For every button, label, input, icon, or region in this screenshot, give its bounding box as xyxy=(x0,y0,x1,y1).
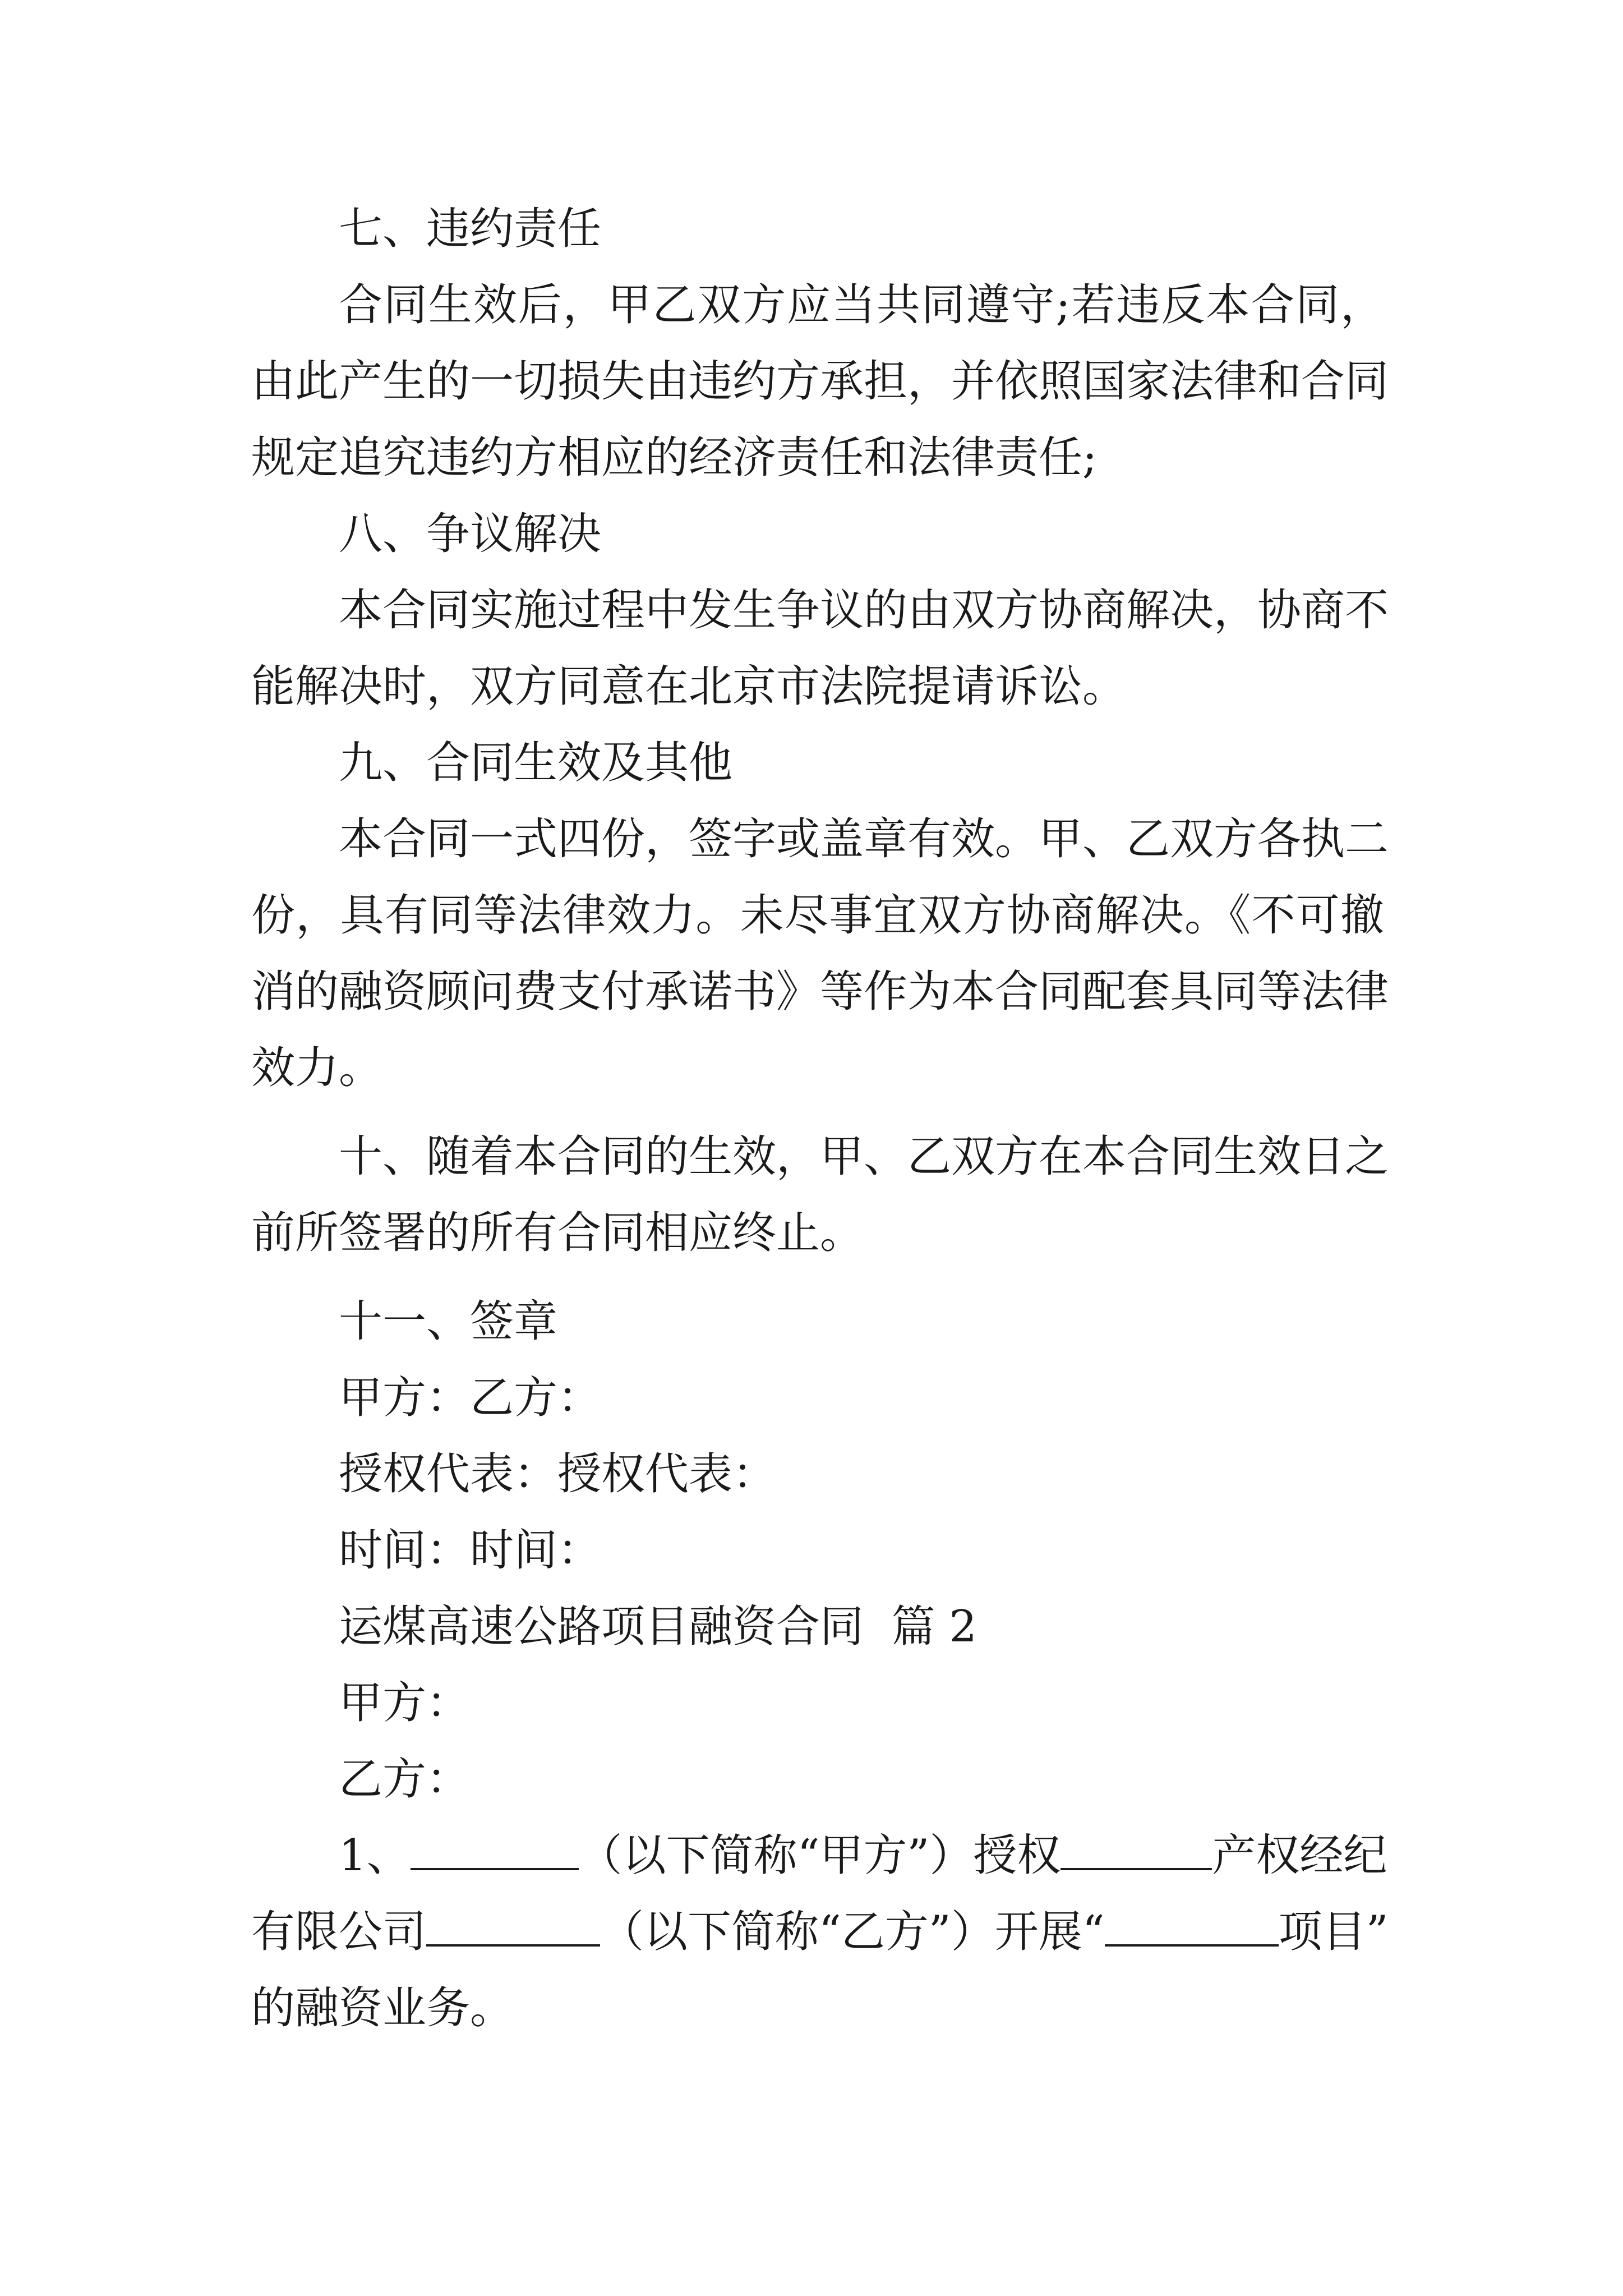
part-2-title: 运煤高速公路项目融资合同 篇 2 xyxy=(339,1602,978,1652)
blank-project-name xyxy=(1105,1908,1279,1947)
section-8-heading: 八、争议解决 xyxy=(339,509,602,559)
clause-text: （以下简称“甲方”）授权 xyxy=(578,1830,1061,1881)
paragraph-line: 份，具有同等法律效力。未尽事宜双方协商解决。《不可撤 xyxy=(251,890,1384,941)
blank-party-a-name xyxy=(411,1832,579,1870)
signature-time-line: 时间：时间： xyxy=(339,1525,602,1576)
clause-1-line-2 xyxy=(251,1894,1389,1970)
paragraph-line: 合同生效后，甲乙双方应当共同遵守;若违反本合同， xyxy=(339,280,1384,330)
blank-agency-name xyxy=(1061,1832,1212,1870)
clause-number: 1、 xyxy=(339,1830,411,1881)
section-9-heading: 九、合同生效及其他 xyxy=(339,738,733,788)
paragraph-line: 规定追究违约方相应的经济责任和法律责任; xyxy=(251,432,1098,483)
clause-text: （以下简称“乙方”）开展“ xyxy=(600,1907,1105,1957)
paragraph-line: 前所签署的所有合同相应终止。 xyxy=(251,1208,864,1258)
signature-representative-line: 授权代表：授权代表： xyxy=(339,1449,777,1499)
document-page xyxy=(251,191,1389,2046)
paragraph-line: 由此产生的一切损失由违约方承担，并依照国家法律和合同 xyxy=(251,356,1389,407)
clause-text: 产权经纪 xyxy=(1212,1830,1387,1881)
clause-text: 项目” xyxy=(1278,1907,1389,1957)
paragraph-line: 本合同一式四份，签字或盖章有效。甲、乙双方各执二 xyxy=(339,814,1389,864)
paragraph-line: 效力。 xyxy=(251,1043,383,1093)
party-a-label: 甲方： xyxy=(339,1678,471,1728)
clause-text: 有限公司 xyxy=(251,1907,427,1957)
blank-party-b-name xyxy=(426,1908,600,1947)
paragraph-line: 能解决时，双方同意在北京市法院提请诉讼。 xyxy=(251,661,1127,712)
paragraph-line: 消的融资顾问费支付承诺书》等作为本合同配套具同等法律 xyxy=(251,967,1389,1017)
section-11-heading: 十一、签章 xyxy=(339,1296,558,1347)
section-10-line: 十、随着本合同的生效，甲、乙双方在本合同生效日之 xyxy=(339,1131,1389,1182)
signature-parties-line: 甲方：乙方： xyxy=(339,1373,602,1423)
clause-1-line-3: 的融资业务。 xyxy=(251,1983,514,2033)
clause-1-line-1 xyxy=(251,1818,1387,1894)
section-7-heading: 七、违约责任 xyxy=(339,204,602,254)
party-b-label: 乙方： xyxy=(339,1754,471,1805)
paragraph-line: 本合同实施过程中发生争议的由双方协商解决，协商不 xyxy=(339,585,1389,636)
